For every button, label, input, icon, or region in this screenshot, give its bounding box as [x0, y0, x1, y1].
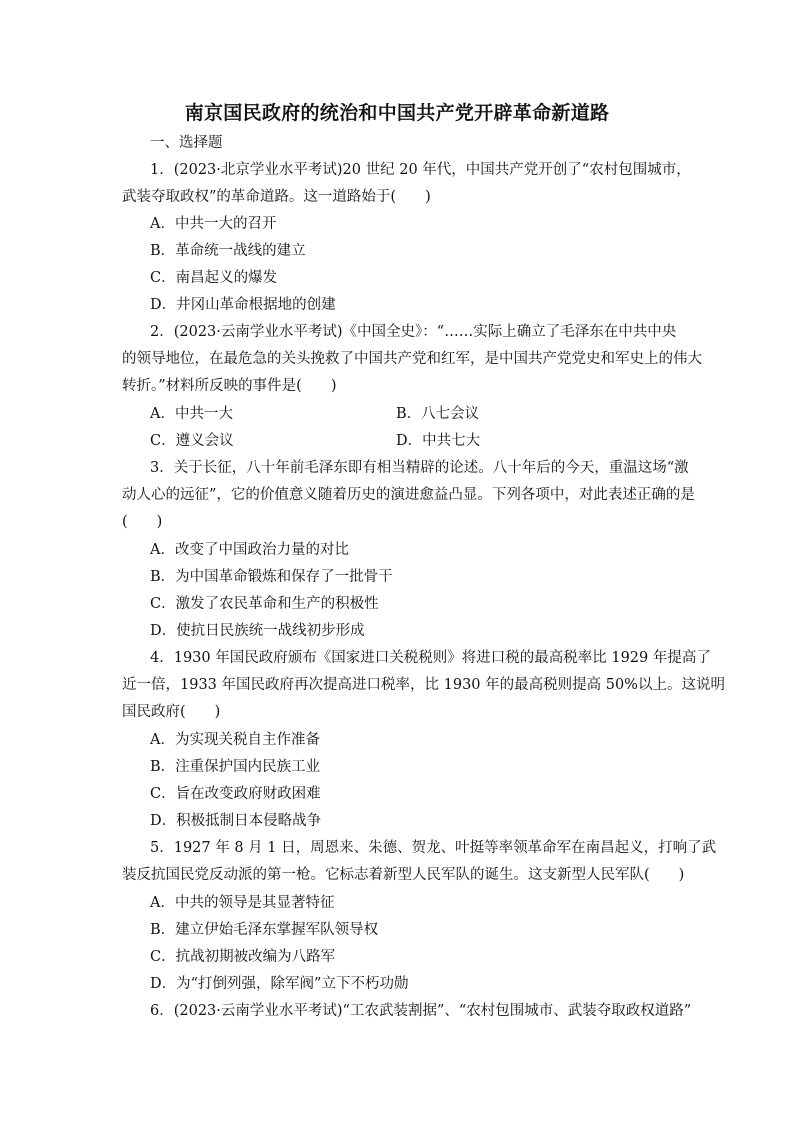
- q5-stem-line-2: 装反抗国民党反动派的第一枪。它标志着新型人民军队的诞生。这支新型人民军队( ): [122, 867, 685, 883]
- q4-stem-line-2: 近一倍，1933 年国民政府再次提高进口税率，比 1930 年的最高税则提高 50%以上。这说明: [122, 677, 725, 693]
- q2-stem-line-2: 的领导地位，在最危急的关头挽救了中国共产党和红军，是中国共产党党史和军史上的伟大: [122, 351, 702, 367]
- q1-stem-line-2: 武装夺取政权”的革命道路。这一道路始于( ): [122, 189, 431, 205]
- q4-stem-line-1: 4．1930 年国民政府颁布《国家进口关税税则》将进口税的最高税率比 1929 年提高了: [150, 650, 711, 666]
- q1-option-c: C．南昌起义的爆发: [150, 270, 278, 286]
- q5-option-b: B．建立伊始毛泽东掌握军队领导权: [150, 922, 379, 938]
- q2-stem-line-1: 2．(2023·云南学业水平考试)《中国全史》：“……实际上确立了毛泽东在中共中央: [150, 324, 677, 340]
- q4-option-d: D．积极抵制日本侵略战争: [150, 813, 322, 829]
- q5-option-d: D．为“打倒列强，除军阀”立下不朽功勋: [150, 976, 409, 992]
- q3-option-b: B．为中国革命锻炼和保存了一批骨干: [150, 569, 393, 585]
- q4-option-b: B．注重保护国内民族工业: [150, 759, 321, 775]
- q2-option-b: B．八七会议: [396, 406, 480, 422]
- section-heading: 一、选择题: [150, 135, 223, 151]
- q4-stem-line-3: 国民政府( ): [122, 704, 221, 720]
- page-title: 南京国民政府的统治和中国共产党开辟革命新道路: [184, 102, 610, 124]
- q3-stem-line-2: 动人心的远征”，它的价值意义随着历史的演进愈益凸显。下列各项中，对此表述正确的是: [122, 487, 695, 503]
- q1-option-d: D．井冈山革命根据地的创建: [150, 297, 336, 313]
- q2-option-d: D．中共七大: [396, 433, 481, 449]
- q3-stem-line-3: ( ): [122, 514, 163, 530]
- q2-option-c: C．遵义会议: [150, 433, 234, 449]
- q5-option-a: A．中共的领导是其显著特征: [150, 895, 335, 911]
- q3-option-d: D．使抗日民族统一战线初步形成: [150, 623, 365, 639]
- q5-stem-line-1: 5．1927 年 8 月 1 日，周恩来、朱德、贺龙、叶挺等率领革命军在南昌起义，打响了武: [150, 840, 717, 856]
- q1-option-b: B．革命统一战线的建立: [150, 243, 306, 259]
- q1-option-a: A．中共一大的召开: [150, 216, 277, 232]
- q4-option-a: A．为实现关税自主作准备: [150, 732, 320, 748]
- q1-stem-line-1: 1．(2023·北京学业水平考试)20 世纪 20 年代，中国共产党开创了“农村包围城市，: [150, 162, 691, 178]
- q5-option-c: C．抗战初期被改编为八路军: [150, 949, 336, 965]
- q3-stem-line-1: 3．关于长征，八十年前毛泽东即有相当精辟的论述。八十年后的今天，重温这场“激: [150, 460, 689, 476]
- q3-option-a: A．改变了中国政治力量的对比: [150, 542, 349, 558]
- q3-option-c: C．激发了农民革命和生产的积极性: [150, 596, 379, 612]
- q2-option-a: A．中共一大: [150, 406, 233, 422]
- q4-option-c: C．旨在改变政府财政困难: [150, 786, 321, 802]
- q6-stem-line-1: 6．(2023·云南学业水平考试)“工农武装割据”、“农村包围城市、武装夺取政权道路”: [150, 1003, 692, 1019]
- q2-stem-line-3: 转折。”材料所反映的事件是( ): [122, 378, 337, 394]
